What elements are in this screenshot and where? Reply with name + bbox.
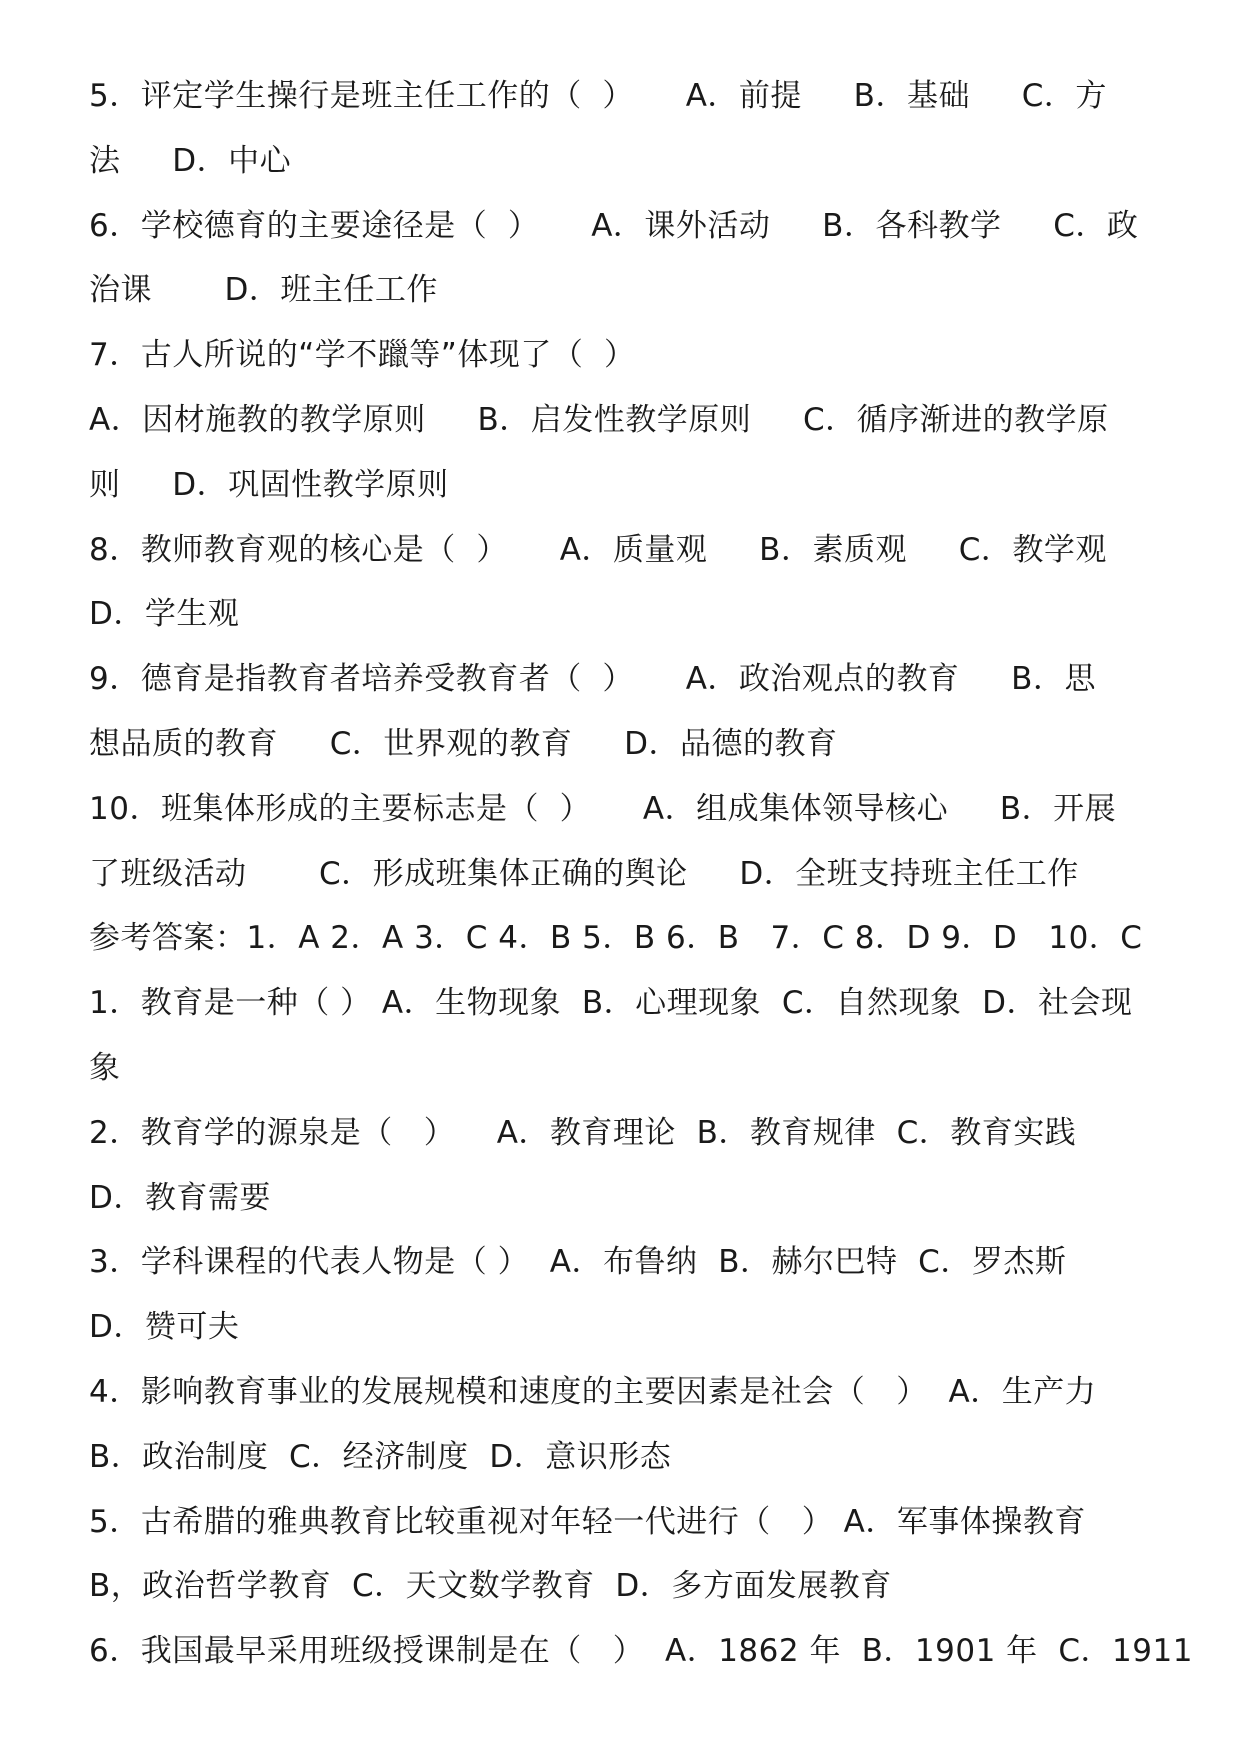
text-line: D．教育需要 [89,1179,271,1216]
text-line: 象 [89,1049,121,1086]
text-line: A．因材施教的教学原则 B．启发性教学原则 C．循序渐进的教学原 [89,401,1109,438]
text-line: 6．我国最早采用班级授课制是在（ ） A．1862 年 B．1901 年 C．1911 [89,1633,1193,1670]
text-line: 3．学科课程的代表人物是（ ） A．布鲁纳 B．赫尔巴特 C．罗杰斯 [89,1244,1067,1281]
text-line: 了班级活动 C．形成班集体正确的舆论 D．全班支持班主任工作 [89,855,1079,892]
text-line: 10．班集体形成的主要标志是（ ） A．组成集体领导核心 B．开展 [89,790,1117,827]
text-line: 6．学校德育的主要途径是（ ） A．课外活动 B．各科教学 C．政 [89,207,1139,244]
text-line: B，政治哲学教育 C．天文数学教育 D．多方面发展教育 [89,1568,892,1605]
document-body [89,64,1193,1684]
text-line: 9．德育是指教育者培养受教育者（ ） A．政治观点的教育 B．思 [89,661,1096,698]
text-line: 2．教育学的源泉是（ ） A．教育理论 B．教育规律 C．教育实践 [89,1114,1077,1151]
text-line: 8．教师教育观的核心是（ ） A．质量观 B．素质观 C．教学观 [89,531,1107,568]
text-line: 治课 D．班主任工作 [89,272,438,309]
text-line: 4．影响教育事业的发展规模和速度的主要因素是社会（ ） A．生产力 [89,1373,1097,1410]
text-line: D．学生观 [89,596,240,633]
text-line: 7．古人所说的“学不躐等”体现了（ ） [89,337,636,374]
text-line: 法 D．中心 [89,142,292,179]
text-line: 想品质的教育 C．世界观的教育 D．品德的教育 [89,725,838,762]
text-line: 5．评定学生操行是班主任工作的（ ） A．前提 B．基础 C．方 [89,78,1107,114]
text-line: B．政治制度 C．经济制度 D．意识形态 [89,1438,672,1475]
text-line: 则 D．巩固性教学原则 [89,466,449,503]
text-line: D．赞可夫 [89,1309,240,1346]
answer-key-line: 参考答案：1．A 2．A 3．C 4．B 5．B 6．B 7．C 8．D 9．D 10．C [89,920,1143,957]
text-line: 1．教育是一种（ ） A．生物现象 B．心理现象 C．自然现象 D．社会现 [89,985,1133,1022]
text-line: 5．古希腊的雅典教育比较重视对年轻一代进行（ ） A．军事体操教育 [89,1503,1086,1540]
